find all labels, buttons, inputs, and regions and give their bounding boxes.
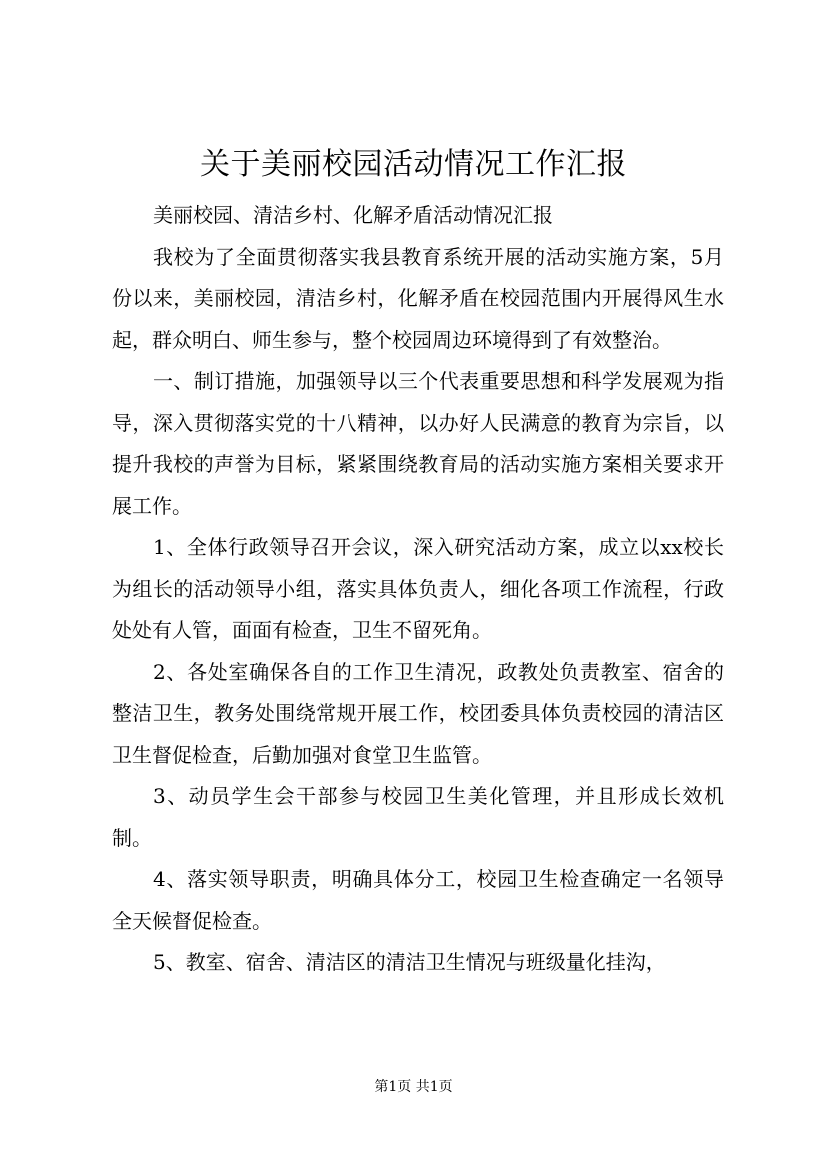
paragraph-subtitle: 美丽校园、清洁乡村、化解矛盾活动情况汇报	[153, 203, 553, 227]
document-body	[112, 195, 724, 984]
paragraph-item-3: 3、动员学生会干部参与校园卫生美化管理，并且形成长效机制。	[112, 784, 724, 850]
paragraph-section-one: 一、制订措施，加强领导以三个代表重要思想和科学发展观为指导，深入贯彻落实党的十八精神，以办好人民满意的教育为宗旨，以提升我校的声誉为目标，紧紧围绕教育局的活动实施方案相关要求开展工作。	[112, 369, 724, 518]
paragraph-item-1: 1、全体行政领导召开会议，深入研究活动方案，成立以xx校长为组长的活动领导小组，落实具体负责人，细化各项工作流程，行政处处有人管，面面有检查，卫生不留死角。	[112, 535, 724, 642]
paragraph-item-5: 5、教室、宿舍、清洁区的清洁卫生情况与班级量化挂沟，	[153, 950, 666, 974]
paragraph-item-4: 4、落实领导职责，明确具体分工，校园卫生检查确定一名领导全天候督促检查。	[112, 867, 724, 933]
paragraph-intro: 我校为了全面贯彻落实我县教育系统开展的活动实施方案，5月份以来，美丽校园，清洁乡村，化解矛盾在校园范围内开展得风生水起，群众明白、师生参与，整个校园周边环境得到了有效整治。	[112, 244, 724, 352]
paragraph-item-2: 2、各处室确保各自的工作卫生清况，政教处负责教室、宿舍的整洁卫生，教务处围绕常规开展工作，校团委具体负责校园的清洁区卫生督促检查，后勤加强对食堂卫生监管。	[112, 659, 724, 767]
page-footer: 第1页 共1页	[374, 1079, 453, 1095]
document-title: 关于美丽校园活动情况工作汇报	[200, 147, 627, 182]
